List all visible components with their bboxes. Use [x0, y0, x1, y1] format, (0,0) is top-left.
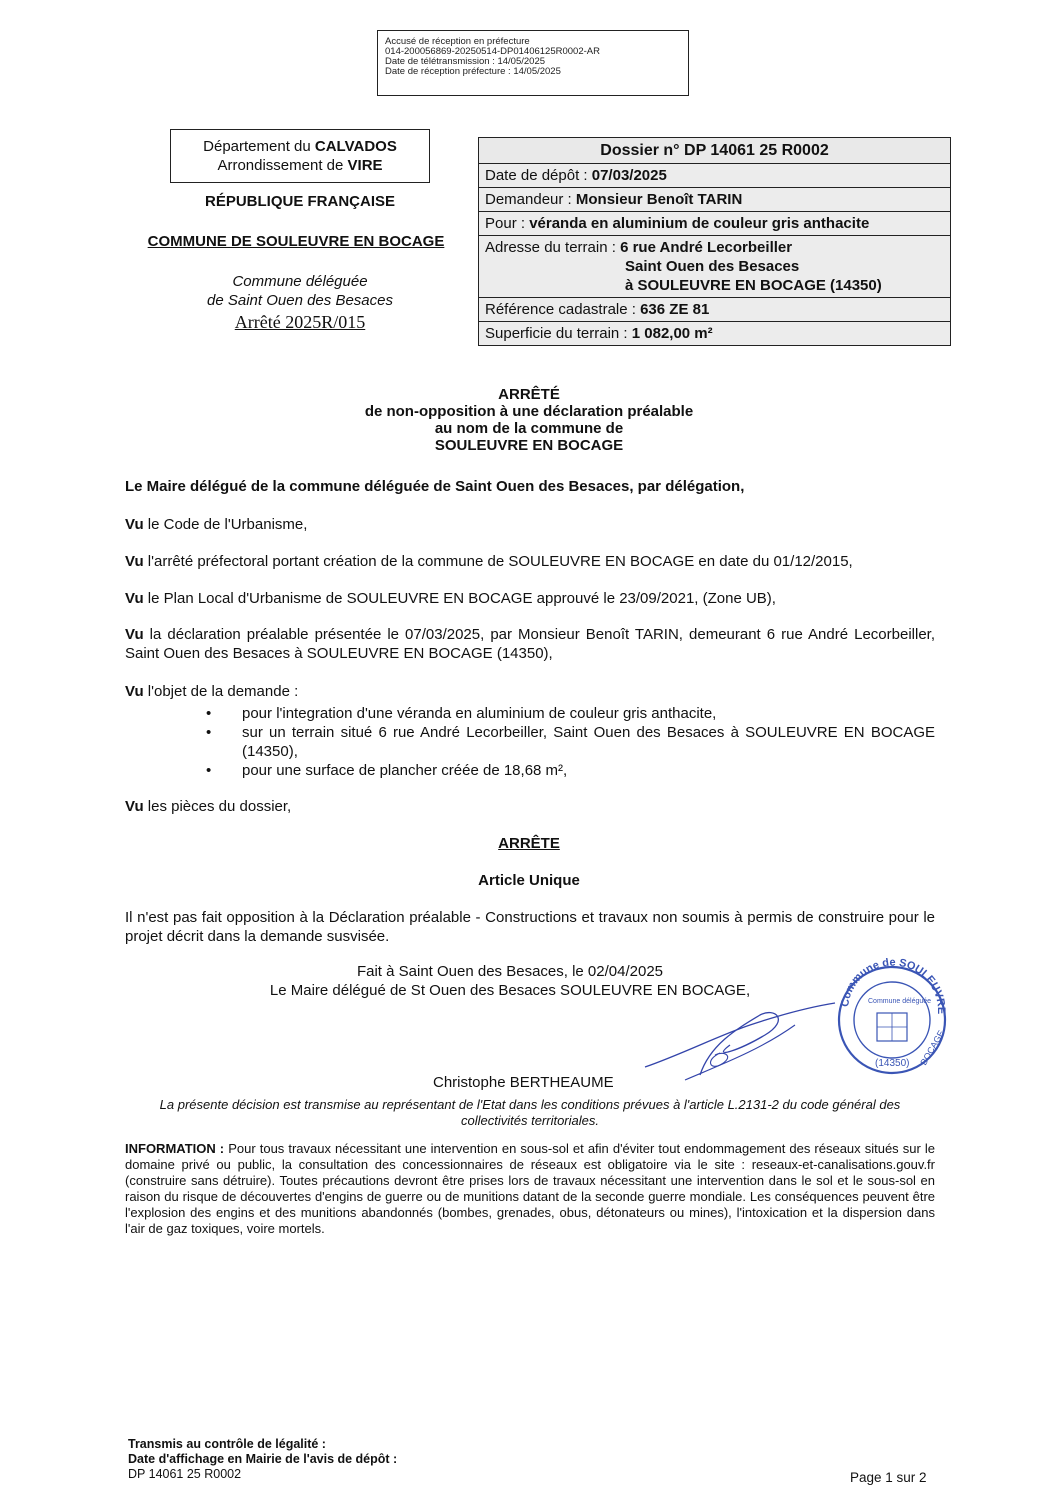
vu-paragraph: [125, 625, 935, 663]
title-line: ARRÊTÉ: [498, 386, 560, 403]
footer-line: DP 14061 25 R0002: [128, 1467, 242, 1481]
vu-text: le Code de l'Urbanisme,: [143, 516, 308, 533]
footer-line: Transmis au contrôle de légalité :: [128, 1437, 326, 1451]
deposit-value: 07/03/2025: [591, 167, 667, 184]
receipt-line: Accusé de réception en préfecture: [385, 36, 530, 47]
dossier-box: [478, 137, 951, 346]
arrete-title-block: [0, 386, 1058, 454]
delegated-commune: [170, 272, 430, 310]
vu-text: la déclaration préalable présentée le 07/03/2025, par Monsieur Benoît TARIN, demeurant 6 rue André Lecorbeiller, Saint Ouen des Besaces à SOULEUVRE EN BOCAGE (14350),: [125, 626, 935, 662]
department-line: [171, 137, 429, 156]
area-row: [479, 321, 950, 345]
applicant-value: Monsieur Benoît TARIN: [575, 191, 743, 208]
information-text: Pour tous travaux nécessitant une intervention en sous-sol et afin d'éviter tout endommagement des réseaux situés sur le domaine privé ou public, la consultation des concessionnaires de réseaux est obligatoire via le site : reseaux-et-canalisations.gouv.fr (construire sans détruire). Toutes précautions devront être prises lors de travaux nécessitant une intervention dans le sol et le sous-sol en raison du risque de découvertes d'engins de guerre ou de munitions datant de la seconde guerre mondiale. Les conséquences peuvent être l'explosion des engins et des munitions abandonnés (bombes, grenades, obus, détonateurs ou mines), l'intoxication et la dispersion dans l'air de gaz toxiques, voire mortels.: [125, 1141, 935, 1236]
legal-note: La présente décision est transmise au représentant de l'Etat dans les conditions prévues à l'article L.2131-2 du code général des collectivités territoriales.: [159, 1097, 901, 1128]
deposit-date-row: [479, 163, 950, 187]
maire-statement: Le Maire délégué de la commune déléguée de Saint Ouen des Besaces, par délégation,: [125, 478, 745, 495]
article-heading: Article Unique: [478, 872, 580, 889]
vu-word: Vu: [125, 590, 144, 607]
address-line: à SOULEUVRE EN BOCAGE (14350): [625, 277, 882, 294]
arrondissement-name: VIRE: [347, 157, 383, 174]
vu-word: Vu: [125, 798, 144, 815]
address-line: 6 rue André Lecorbeiller: [620, 239, 793, 256]
stamp-text: Commune de SOULEUVRE: [839, 958, 948, 1015]
purpose-label: Pour :: [485, 215, 530, 232]
vu-word: Vu: [125, 626, 144, 643]
department-box: [170, 129, 430, 183]
signatory-name: Christophe BERTHEAUME: [433, 1074, 614, 1091]
arrondissement-prefix: Arrondissement de: [217, 157, 348, 174]
signature-role: Le Maire délégué de St Ouen des Besaces SOULEUVRE EN BOCAGE,: [269, 982, 751, 999]
title-line: SOULEUVRE EN BOCAGE: [434, 437, 624, 454]
request-bullet-list: [200, 704, 935, 780]
stamp-code: (14350): [875, 1058, 910, 1069]
applicant-row: [479, 187, 950, 211]
receipt-line: Date de réception préfecture : 14/05/2025: [385, 66, 561, 77]
arrete-heading: ARRÊTE: [498, 835, 560, 852]
stamp-text: BOCAGE: [918, 1028, 947, 1067]
address-label: Adresse du terrain :: [485, 239, 621, 256]
information-paragraph: [125, 1141, 935, 1237]
arrondissement-line: [171, 156, 429, 175]
commune-heading: COMMUNE DE SOULEUVRE EN BOCAGE: [147, 233, 445, 250]
purpose-value: véranda en aluminium de couleur gris anthacite: [529, 215, 870, 232]
receipt-line: 014-200056869-20250514-DP01406125R0002-AR: [385, 46, 600, 57]
prefecture-receipt-box: [377, 30, 689, 96]
list-item: • pour une surface de plancher créée de 18,68 m²,: [200, 761, 935, 780]
cadastral-label: Référence cadastrale :: [485, 301, 641, 318]
vu-word: Vu: [125, 516, 144, 533]
footer-block: [128, 1437, 397, 1482]
dossier-title: Dossier n° DP 14061 25 R0002: [479, 138, 950, 163]
vu-word: Vu: [125, 683, 144, 700]
vu-word: Vu: [125, 553, 144, 570]
address-line: Saint Ouen des Besaces: [625, 258, 800, 275]
list-item: • pour l'integration d'une véranda en aluminium de couleur gris anthacite,: [200, 704, 935, 723]
list-item: • sur un terrain situé 6 rue André Lecorbeiller, Saint Ouen des Besaces à SOULEUVRE EN BOCAGE (14350),: [200, 723, 935, 761]
purpose-row: [479, 211, 950, 235]
information-label: INFORMATION :: [125, 1141, 225, 1156]
arrete-number: Arrêté 2025R/015: [234, 312, 366, 332]
vu-text: les pièces du dossier,: [143, 798, 292, 815]
cadastral-value: 636 ZE 81: [640, 301, 710, 318]
commune-stamp: [835, 958, 950, 1078]
vu-paragraph: [125, 682, 935, 701]
title-line: au nom de la commune de: [434, 420, 624, 437]
cadastral-row: [479, 297, 950, 321]
address-row: [479, 235, 950, 297]
applicant-label: Demandeur :: [485, 191, 576, 208]
vu-paragraph: [125, 589, 935, 608]
article-text: Il n'est pas fait opposition à la Déclaration préalable - Constructions et travaux non soumis à permis de construire pour le projet décrit dans la demande susvisée.: [125, 909, 935, 945]
signature-place-date: Fait à Saint Ouen des Besaces, le 02/04/2025: [356, 963, 664, 980]
department-name: CALVADOS: [314, 138, 397, 155]
svg-text:Commune de SOULEUVRE: [839, 958, 947, 1014]
receipt-line: Date de télétransmission : 14/05/2025: [385, 56, 546, 67]
deposit-label: Date de dépôt :: [485, 167, 592, 184]
republic-heading: RÉPUBLIQUE FRANÇAISE: [204, 193, 395, 210]
vu-text: le Plan Local d'Urbanisme de SOULEUVRE EN BOCAGE approuvé le 23/09/2021, (Zone UB),: [143, 590, 776, 607]
delegated-line: de Saint Ouen des Besaces: [207, 292, 393, 309]
area-label: Superficie du terrain :: [485, 325, 632, 342]
delegated-line: Commune déléguée: [232, 273, 368, 290]
department-prefix: Département du: [203, 138, 315, 155]
handwritten-signature: [640, 995, 840, 1085]
page-number: Page 1 sur 2: [850, 1470, 927, 1485]
stamp-inner-text: Commune déléguée: [868, 998, 932, 1005]
vu-paragraph: [125, 515, 935, 534]
vu-paragraph: [125, 797, 935, 816]
area-value: 1 082,00 m²: [631, 325, 713, 342]
vu-paragraph: [125, 552, 935, 571]
vu-text: l'objet de la demande :: [143, 683, 299, 700]
footer-line: Date d'affichage en Mairie de l'avis de dépôt :: [128, 1452, 398, 1466]
title-line: de non-opposition à une déclaration préalable: [364, 403, 694, 420]
vu-text: l'arrêté préfectoral portant création de la commune de SOULEUVRE EN BOCAGE en date du 01/12/2015,: [143, 553, 853, 570]
